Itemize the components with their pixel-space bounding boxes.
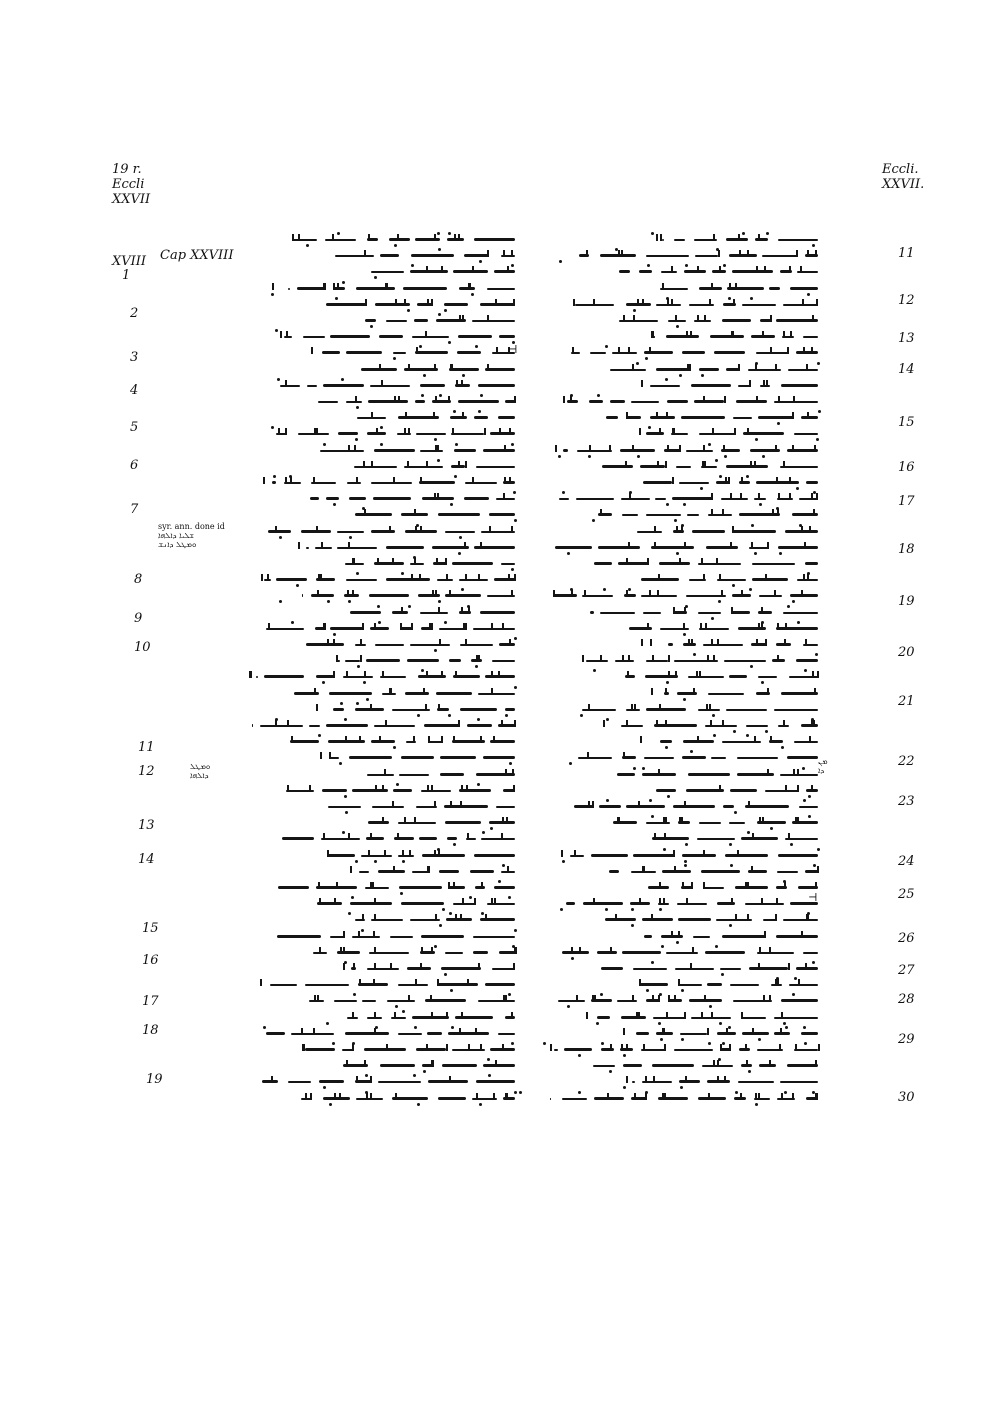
book-abbrev-left: Eccli: [112, 177, 145, 192]
script-line: [548, 993, 818, 1007]
script-line: [548, 848, 818, 862]
script-line: [250, 799, 515, 813]
insertion-mark-right: ⊣: [808, 891, 818, 904]
left-manuscript-column: [250, 232, 518, 1112]
script-line: [548, 686, 818, 700]
script-line: [250, 378, 515, 392]
verse-number-right: 19: [898, 594, 915, 609]
script-line: [250, 459, 515, 473]
verse-number-left: 14: [138, 852, 155, 867]
script-line: [548, 1010, 818, 1024]
script-line: [548, 621, 818, 635]
verse-number-left: 1: [122, 268, 131, 283]
verse-number-right: 17: [898, 494, 915, 509]
script-line: [548, 491, 818, 505]
script-line: [250, 1010, 515, 1024]
script-line: [548, 426, 818, 440]
verse-number-right: 15: [898, 415, 915, 430]
script-line: [548, 750, 818, 764]
insertion-mark-left: ⊣: [508, 343, 518, 356]
folio-reference-left: [112, 162, 150, 207]
script-line: [548, 556, 818, 570]
verse-number-right: 16: [898, 460, 915, 475]
script-line: [548, 264, 818, 278]
verse-number-left: 16: [142, 953, 159, 968]
verse-number-right: 27: [898, 963, 915, 978]
script-line: [548, 961, 818, 975]
script-line: [548, 232, 818, 246]
verse-number-left: 5: [130, 420, 139, 435]
script-line: [548, 459, 818, 473]
script-line: [250, 864, 515, 878]
verse-number-left: 15: [142, 921, 159, 936]
script-line: [548, 799, 818, 813]
folio-number: 19 r.: [112, 162, 142, 177]
script-line: [250, 783, 515, 797]
script-line: [250, 993, 515, 1007]
verse-number-left: XVIII: [112, 254, 147, 269]
script-line: [548, 896, 818, 910]
script-line: [548, 443, 818, 457]
verse-number-left: 8: [134, 572, 143, 587]
verse-number-left: 17: [142, 994, 159, 1009]
script-line: [250, 750, 515, 764]
script-line: [548, 669, 818, 683]
script-line: [250, 929, 515, 943]
script-line: [548, 605, 818, 619]
verse-number-left: 13: [138, 818, 155, 833]
script-line: [250, 1091, 515, 1105]
verse-number-right: 21: [898, 694, 915, 709]
script-line: [250, 848, 515, 862]
script-line: [548, 572, 818, 586]
script-line: [250, 1026, 515, 1040]
script-line: [548, 313, 818, 327]
chapter-ref-right: XXVII.: [882, 177, 925, 192]
verse-number-right: 29: [898, 1032, 915, 1047]
script-line: [250, 637, 515, 651]
verse-number-left: 18: [142, 1023, 159, 1038]
script-line: [548, 329, 818, 343]
script-line: [250, 556, 515, 570]
chapter-ref-left: XXVII: [112, 192, 151, 207]
script-line: [548, 702, 818, 716]
script-line: [548, 767, 818, 781]
script-line: [548, 394, 818, 408]
script-line: [548, 815, 818, 829]
script-line: [250, 524, 515, 538]
verse-number-left: 2: [130, 306, 139, 321]
script-line: [548, 831, 818, 845]
verse-number-right: 25: [898, 887, 915, 902]
verse-number-left: 4: [130, 383, 139, 398]
script-line: [548, 783, 818, 797]
script-line: [548, 507, 818, 521]
script-line: [250, 588, 515, 602]
script-line: [250, 831, 515, 845]
script-line: [548, 929, 818, 943]
verse-number-right: 13: [898, 331, 915, 346]
margin-note-left-mid: ܘܡܛܠ ܕܐܠܗܐ: [190, 762, 211, 780]
script-line: [548, 912, 818, 926]
verse-number-right: 11: [898, 246, 915, 261]
script-line: [548, 1074, 818, 1088]
script-line: [250, 1074, 515, 1088]
script-line: [250, 1058, 515, 1072]
script-line: [250, 718, 515, 732]
script-line: [548, 1026, 818, 1040]
script-line: [548, 864, 818, 878]
script-line: [548, 524, 818, 538]
right-manuscript-column: [548, 232, 818, 1112]
script-line: [250, 248, 515, 262]
script-line: [548, 588, 818, 602]
script-line: [250, 880, 515, 894]
verse-number-left: 11: [138, 740, 155, 755]
script-line: [250, 443, 515, 457]
verse-number-right: 28: [898, 992, 915, 1007]
script-line: [548, 1042, 818, 1056]
script-line: [548, 1058, 818, 1072]
margin-note-left-top: syr. ann. done id ܫܠܝܐ ܕܐܠܗܐ ܘܡܛܠ ܕܐܢܫ: [158, 522, 225, 549]
script-line: [250, 232, 515, 246]
script-line: [548, 718, 818, 732]
script-line: [548, 880, 818, 894]
chapter-label: Cap XXVIII: [160, 248, 234, 263]
script-line: [548, 297, 818, 311]
book-abbrev-right: Eccli.: [882, 162, 919, 177]
script-line: [250, 702, 515, 716]
script-line: [548, 637, 818, 651]
script-line: [250, 507, 515, 521]
script-line: [250, 669, 515, 683]
script-line: [548, 378, 818, 392]
verse-number-left: 3: [130, 350, 139, 365]
verse-number-left: 19: [146, 1072, 163, 1087]
folio-reference-right: [882, 162, 924, 192]
script-line: [548, 281, 818, 295]
script-line: [548, 977, 818, 991]
verse-number-right: 14: [898, 362, 915, 377]
verse-number-right: 23: [898, 794, 915, 809]
script-line: [548, 248, 818, 262]
margin-note-right-mid: ܡܢ ܕܐ: [818, 757, 828, 775]
script-line: [250, 767, 515, 781]
script-line: [250, 572, 515, 586]
script-line: [548, 653, 818, 667]
script-line: [548, 410, 818, 424]
script-line: [250, 686, 515, 700]
script-line: [250, 605, 515, 619]
script-line: [250, 281, 515, 295]
verse-number-right: 24: [898, 854, 915, 869]
script-line: [548, 945, 818, 959]
verse-number-right: 18: [898, 542, 915, 557]
script-line: [250, 945, 515, 959]
script-line: [548, 475, 818, 489]
script-line: [250, 362, 515, 376]
verse-number-right: 30: [898, 1090, 915, 1105]
script-line: [250, 426, 515, 440]
verse-number-right: 20: [898, 645, 915, 660]
script-line: [250, 329, 515, 343]
verse-number-left: 10: [134, 640, 151, 655]
script-line: [250, 961, 515, 975]
script-line: [548, 540, 818, 554]
verse-number-left: 12: [138, 764, 155, 779]
script-line: [250, 410, 515, 424]
script-line: [250, 1042, 515, 1056]
script-line: [250, 912, 515, 926]
script-line: [548, 362, 818, 376]
script-line: [250, 621, 515, 635]
script-line: [250, 815, 515, 829]
verse-number-left: 9: [134, 611, 143, 626]
script-line: [250, 475, 515, 489]
script-line: [250, 896, 515, 910]
script-line: [548, 734, 818, 748]
verse-number-left: 6: [130, 458, 139, 473]
script-line: [250, 343, 518, 359]
script-line: [548, 1091, 818, 1105]
script-line: [250, 491, 515, 505]
script-line: [250, 540, 515, 554]
script-line: [548, 345, 818, 359]
script-line: [250, 394, 515, 408]
script-line: [250, 977, 515, 991]
verse-number-right: 12: [898, 293, 915, 308]
script-line: [250, 734, 515, 748]
script-line: [250, 264, 515, 278]
script-line: [250, 653, 515, 667]
verse-number-left: 7: [130, 502, 139, 517]
verse-number-right: 26: [898, 931, 915, 946]
verse-number-right: 22: [898, 754, 915, 769]
script-line: [250, 297, 515, 311]
script-line: [250, 313, 515, 327]
